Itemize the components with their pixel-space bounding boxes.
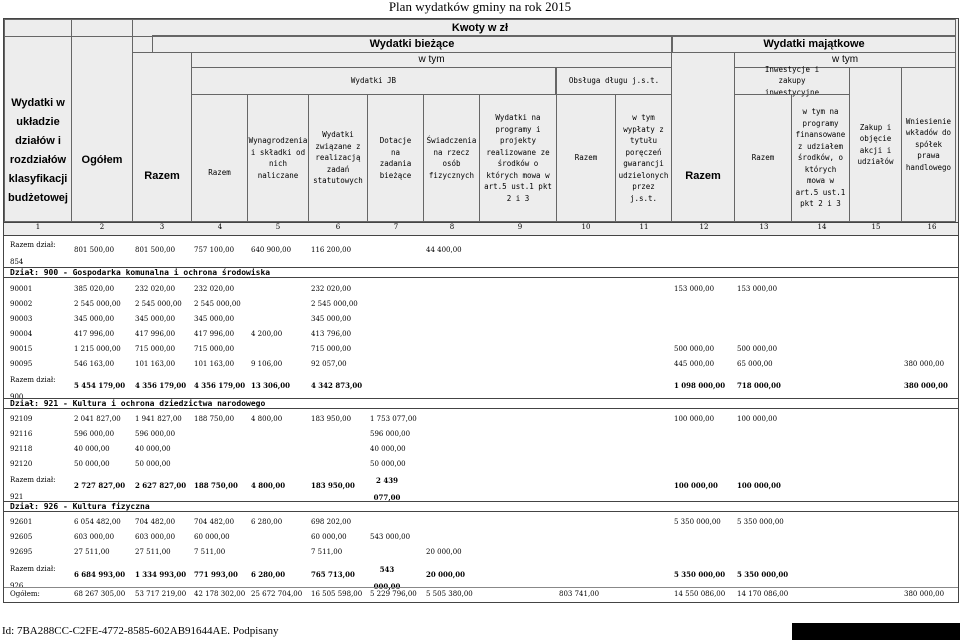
table-cell: 16 505 598,00	[311, 590, 363, 598]
table-cell: 50 000,00	[74, 460, 110, 468]
header-wniesienie: Wniesienie wkładów do spółek prawa handlowego	[901, 67, 956, 222]
table-cell: 100 000,00	[674, 415, 715, 423]
table-cell: 101 163,00	[194, 360, 235, 368]
table-cell: 90002	[10, 300, 33, 308]
table-cell: 596 000,00	[135, 430, 176, 438]
table-cell: 153 000,00	[674, 285, 715, 293]
table-cell: 704 482,00	[194, 518, 235, 526]
column-number: 3	[159, 223, 165, 231]
table-cell: 765 713,00	[311, 570, 355, 579]
table-cell: 60 000,00	[194, 533, 230, 541]
table-cell: 1 941 827,00	[135, 415, 182, 423]
table-cell: 5 350 000,00	[674, 518, 721, 526]
table-cell: 90001	[10, 285, 33, 293]
table-cell: 14 170 086,00	[737, 590, 789, 598]
table-cell: 596 000,00	[370, 430, 411, 438]
table-cell: 500 000,00	[674, 345, 715, 353]
header-wynagrodzenia: Wynagrodzenia i składki od nich naliczane	[247, 94, 309, 222]
table-cell: 445 000,00	[674, 360, 715, 368]
table-cell: 53 717 219,00	[135, 590, 187, 598]
table-cell: Razem dział: 854	[10, 241, 56, 266]
section-header: Dział: 921 - Kultura i ochrona dziedzictwa narodowego	[4, 398, 958, 409]
table-cell: 417 996,00	[74, 330, 115, 338]
column-number: 10	[581, 223, 591, 231]
table-cell: 413 796,00	[311, 330, 352, 338]
header-razem-obsluga: Razem	[556, 94, 616, 222]
section-header: Dział: 926 - Kultura fizyczna	[4, 501, 958, 512]
table-body	[3, 235, 959, 603]
table-cell: 40 000,00	[370, 445, 406, 453]
table-cell: 68 267 305,00	[74, 590, 126, 598]
table-cell: 771 993,00	[194, 570, 238, 579]
table-cell: 9 106,00	[251, 360, 283, 368]
table-cell: 345 000,00	[311, 315, 352, 323]
table-cell: 704 482,00	[135, 518, 176, 526]
column-number: 5	[275, 223, 281, 231]
table-cell: Razem dział: 921	[10, 476, 56, 501]
header-dotacje: Dotacje na zadania bieżące	[367, 94, 424, 222]
table-cell: 5 350 000,00	[737, 518, 784, 526]
table-cell: 803 741,00	[559, 590, 600, 598]
column-number: 2	[99, 223, 105, 231]
table-cell: 25 672 704,00	[251, 590, 303, 598]
header-razem-biezace: Razem	[132, 52, 192, 222]
column-number: 8	[449, 223, 455, 231]
table-cell: 90095	[10, 360, 33, 368]
table-cell: 232 020,00	[194, 285, 235, 293]
column-number: 4	[217, 223, 223, 231]
table-cell: 345 000,00	[135, 315, 176, 323]
header-swiadczenia: Świadczenia na rzecz osób fizycznych	[423, 94, 480, 222]
column-number: 12	[699, 223, 709, 231]
table-cell: 345 000,00	[194, 315, 235, 323]
header-wtym-biezace: w tym	[191, 52, 672, 68]
table-cell: 1 334 993,00	[135, 570, 187, 579]
header-wyplaty: w tym wypłaty z tytułu poręczeń gwarancji udzielonych przez j.s.t.	[615, 94, 672, 222]
table-cell: 27 511,00	[74, 548, 110, 556]
table-cell: 715 000,00	[311, 345, 352, 353]
table-cell: Razem dział: 926	[10, 565, 56, 590]
table-cell: 2 545 000,00	[135, 300, 182, 308]
redacted-signature	[792, 623, 960, 640]
footer	[0, 623, 960, 640]
table-cell: 4 800,00	[251, 481, 286, 490]
table-cell: 417 996,00	[135, 330, 176, 338]
table-cell: 44 400,00	[426, 246, 462, 254]
table-header	[3, 18, 959, 224]
header-obsluga: Obsługa długu j.s.t.	[556, 67, 672, 95]
table-cell: 13 306,00	[251, 381, 290, 390]
table-cell: 7 511,00	[194, 548, 226, 556]
table-cell: 100 000,00	[737, 415, 778, 423]
header-inwestycje: Inwestycje i zakupy inwestycyjne	[734, 67, 850, 95]
table-cell: 543 000,00	[370, 533, 411, 541]
header-statutowe: Wydatki związane z realizacją zadań statutowych	[308, 94, 368, 222]
table-cell: 65 000,00	[737, 360, 773, 368]
table-cell: 4 342 873,00	[311, 381, 363, 390]
table-cell: 640 900,00	[251, 246, 292, 254]
table-cell: 417 996,00	[194, 330, 235, 338]
table-cell: 42 178 302,00	[194, 590, 246, 598]
table-cell: 801 500,00	[74, 246, 115, 254]
table-cell: 92695	[10, 548, 33, 556]
header-razem-jb: Razem	[191, 94, 248, 222]
table-cell: 2 627 827,00	[135, 481, 187, 490]
table-cell: 92120	[10, 460, 33, 468]
table-cell: 153 000,00	[737, 285, 778, 293]
table-cell: 385 020,00	[74, 285, 115, 293]
column-number: 11	[639, 223, 649, 231]
table-cell: 500 000,00	[737, 345, 778, 353]
column-number: 9	[517, 223, 523, 231]
page-title: Plan wydatków gminy na rok 2015	[388, 0, 572, 14]
table-cell: 90015	[10, 345, 33, 353]
table-cell: 232 020,00	[311, 285, 352, 293]
header-razem-inwestycje: Razem	[734, 94, 792, 222]
header-klasyfikacja: Wydatki w układzie działów i rozdziałów klasyfikacji budżetowej	[4, 19, 72, 222]
table-cell: 5 350 000,00	[674, 570, 726, 579]
table-cell: 2 545 000,00	[311, 300, 358, 308]
table-cell: 546 163,00	[74, 360, 115, 368]
document-id: Id: 7BA288CC-C2FE-4772-8585-602AB91644AE. Podpisany	[2, 625, 279, 637]
table-cell: 40 000,00	[74, 445, 110, 453]
table-cell: 92601	[10, 518, 33, 526]
table-cell: 718 000,00	[737, 381, 781, 390]
table-cell: 801 500,00	[135, 246, 176, 254]
header-zakup: Zakup i objęcie akcji i udziałów	[849, 67, 902, 222]
header-wtym-majatkowe: w tym	[734, 52, 956, 68]
table-cell: 603 000,00	[74, 533, 115, 541]
table-cell: 4 800,00	[251, 415, 283, 423]
table-cell: 92118	[10, 445, 33, 453]
header-jb: Wydatki JB	[191, 67, 556, 95]
table-cell: 5 454 179,00	[74, 381, 126, 390]
table-cell: 4 356 179,00	[135, 381, 187, 390]
table-cell: 232 020,00	[135, 285, 176, 293]
table-cell: 5 350 000,00	[737, 570, 789, 579]
table-cell: 6 280,00	[251, 570, 286, 579]
table-cell: 4 200,00	[251, 330, 283, 338]
table-cell: 27 511,00	[135, 548, 171, 556]
table-cell: 7 511,00	[311, 548, 343, 556]
header-ogolem: Ogółem	[71, 19, 133, 222]
table-cell: 92109	[10, 415, 33, 423]
table-cell: 90004	[10, 330, 33, 338]
column-number: 16	[927, 223, 937, 231]
table-cell: Ogółem:	[10, 590, 40, 598]
table-cell: 596 000,00	[74, 430, 115, 438]
table-cell: 603 000,00	[135, 533, 176, 541]
table-cell: 543 000,00	[373, 565, 401, 591]
table-cell: 715 000,00	[194, 345, 235, 353]
table-cell: 20 000,00	[426, 548, 462, 556]
table-cell: 92116	[10, 430, 33, 438]
table-cell: 2 727 827,00	[74, 481, 126, 490]
table-cell: 116 200,00	[311, 246, 352, 254]
header-biezace: Wydatki bieżące	[152, 35, 672, 53]
column-number: 13	[759, 223, 769, 231]
table-cell: 5 229 796,00	[370, 590, 417, 598]
table-cell: 40 000,00	[135, 445, 171, 453]
table-cell: 6 684 993,00	[74, 570, 126, 579]
table-cell: 92 057,00	[311, 360, 347, 368]
table-cell: 380 000,00	[904, 381, 948, 390]
table-cell: 6 054 482,00	[74, 518, 121, 526]
column-number: 6	[335, 223, 341, 231]
table-cell: 14 550 086,00	[674, 590, 726, 598]
table-cell: 4 356 179,00	[194, 381, 246, 390]
table-cell: 2 041 827,00	[74, 415, 121, 423]
table-cell: 101 163,00	[135, 360, 176, 368]
header-kwoty: Kwoty w zł	[4, 19, 956, 37]
column-number: 14	[817, 223, 827, 231]
table-cell: 50 000,00	[370, 460, 406, 468]
row-divider	[4, 587, 958, 588]
table-cell: 183 950,00	[311, 481, 355, 490]
column-number: 7	[393, 223, 399, 231]
table-cell: 345 000,00	[74, 315, 115, 323]
table-cell: 380 000,00	[904, 360, 945, 368]
header-programy: Wydatki na programy i projekty realizowane ze środków o których mowa w art.5 ust.1 pkt 2 i 3	[479, 94, 557, 222]
table-cell: 90003	[10, 315, 33, 323]
table-cell: Razem dział: 900	[10, 376, 56, 401]
table-cell: 2 439 077,00	[373, 476, 401, 502]
header-razem-majatkowe: Razem	[671, 52, 735, 222]
table-cell: 2 545 000,00	[194, 300, 241, 308]
table-cell: 92605	[10, 533, 33, 541]
table-cell: 1 753 077,00	[370, 415, 417, 423]
table-cell: 1 215 000,00	[74, 345, 121, 353]
table-cell: 100 000,00	[674, 481, 718, 490]
table-cell: 1 098 000,00	[674, 381, 726, 390]
table-cell: 2 545 000,00	[74, 300, 121, 308]
column-numbers	[3, 222, 959, 236]
table-cell: 188 750,00	[194, 415, 235, 423]
table-cell: 757 100,00	[194, 246, 235, 254]
section-header: Dział: 900 - Gospodarka komunalna i ochrona środowiska	[4, 267, 958, 278]
header-finansowane: w tym na programy finansowane z udziałem środków, o których mowa w art.5 ust.1 pkt 2 i 3	[791, 94, 850, 222]
table-cell: 183 950,00	[311, 415, 352, 423]
table-cell: 100 000,00	[737, 481, 781, 490]
column-number: 15	[871, 223, 881, 231]
column-number: 1	[35, 223, 41, 231]
header-majatkowe: Wydatki majątkowe	[672, 35, 956, 53]
table-cell: 20 000,00	[426, 570, 465, 579]
table-cell: 5 505 380,00	[426, 590, 473, 598]
table-cell: 60 000,00	[311, 533, 347, 541]
table-cell: 6 280,00	[251, 518, 283, 526]
table-cell: 715 000,00	[135, 345, 176, 353]
table-cell: 188 750,00	[194, 481, 238, 490]
table-cell: 698 202,00	[311, 518, 352, 526]
table-cell: 50 000,00	[135, 460, 171, 468]
table-cell: 380 000,00	[904, 590, 945, 598]
